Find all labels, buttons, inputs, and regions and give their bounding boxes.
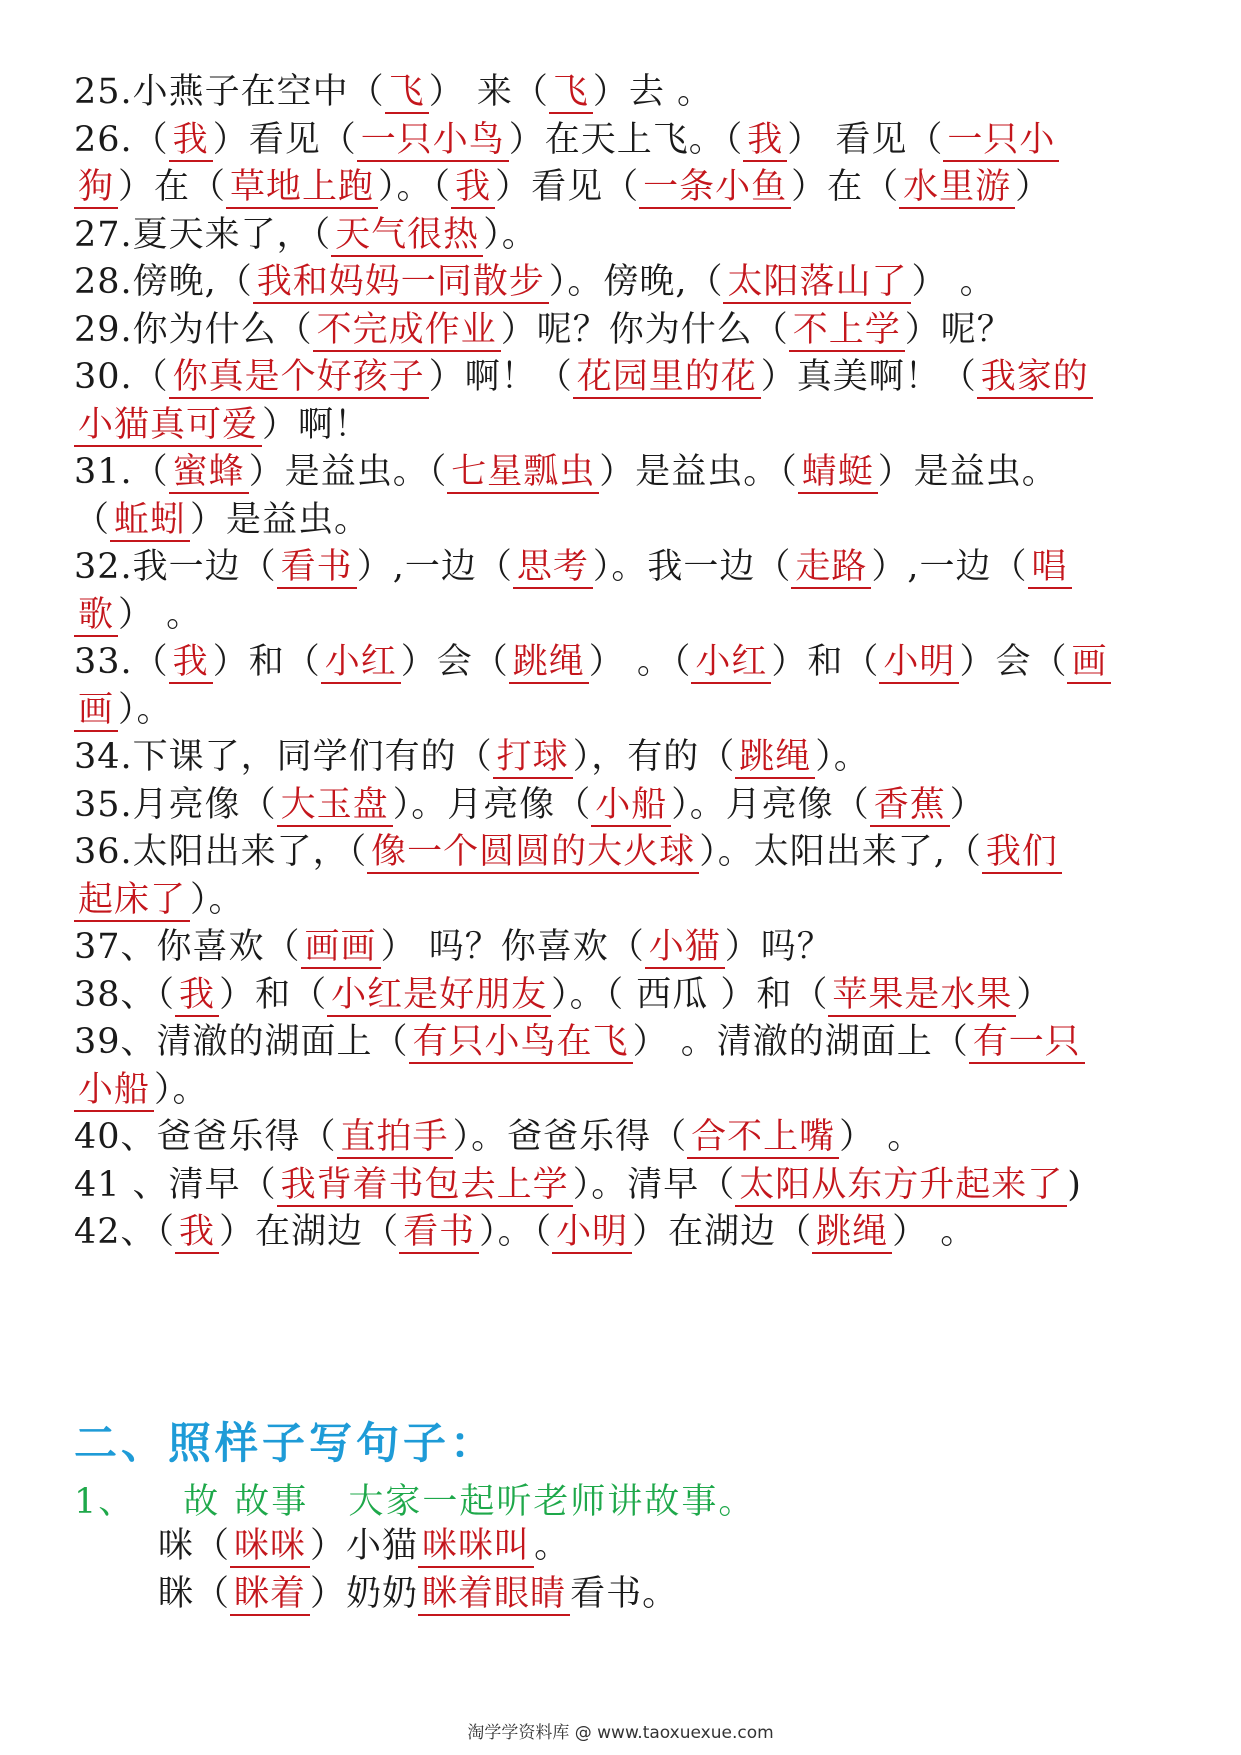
exercise-line [74, 731, 1174, 783]
question-text: ）在（ [791, 167, 900, 207]
question-text: ）小猫 [310, 1526, 419, 1566]
question-text: ）,一边（ [356, 547, 513, 587]
answer-text: 我背着书包去上学 [277, 1165, 573, 1207]
answer-text: 不上学 [789, 310, 905, 352]
question-text: ）啊！ [262, 405, 371, 445]
exercise-line [158, 1520, 1241, 1572]
question-text: ）。太阳出来了,（ [699, 832, 982, 872]
answer-text: 看书 [277, 547, 357, 589]
example-number: 1、 [74, 1482, 136, 1522]
question-text: ）。 [118, 690, 173, 730]
answer-text: 小红 [321, 642, 401, 684]
question-text: ） 。 [911, 262, 996, 302]
exercise-line [74, 399, 1174, 451]
question-text: 咪（ [158, 1526, 231, 1566]
answer-text: 看书 [399, 1212, 479, 1254]
question-text: 眯（ [158, 1574, 231, 1614]
answer-text: 起床了 [74, 880, 190, 922]
question-text: ）。爸爸乐得（ [452, 1117, 688, 1157]
answer-text: 歌 [74, 595, 118, 637]
question-text: 。 [534, 1526, 571, 1566]
question-text: 33.（ [74, 642, 169, 682]
answer-text: 我 [169, 642, 213, 684]
question-text: ）是益虫。（ [248, 452, 448, 492]
question-text: ）和（ [219, 975, 328, 1015]
question-text: ）真美啊！（ [760, 357, 977, 397]
question-text: ）。月亮像（ [392, 785, 592, 825]
exercise-line [74, 969, 1174, 1021]
question-text: ）,一边（ [871, 547, 1028, 587]
answer-text: 花园里的花 [573, 357, 761, 399]
example-char: 故 [183, 1482, 221, 1522]
answer-text: 太阳落山了 [723, 262, 911, 304]
question-text: ）。 [190, 880, 245, 920]
question-text: 41 、清早（ [74, 1165, 277, 1205]
answer-text: 我 [169, 120, 213, 162]
answer-text: 天气很热 [331, 215, 483, 257]
answer-text: 有只小鸟在飞 [409, 1022, 633, 1064]
question-text: ）在（ [118, 167, 227, 207]
question-text: ） 。 [118, 595, 203, 635]
answer-text: 一只小 [943, 120, 1059, 162]
answer-text: 小红 [691, 642, 771, 684]
exercise-line [74, 1206, 1174, 1258]
exercise-line [74, 256, 1174, 308]
exercise-line [74, 589, 1174, 641]
question-text: ）。月亮像（ [671, 785, 870, 825]
answer-text: 草地上跑 [226, 167, 378, 209]
question-text: ）在湖边（ [632, 1212, 813, 1252]
exercise-line [74, 114, 1174, 166]
answer-text: 跳绳 [812, 1212, 892, 1254]
section-title: 二、照样子写句子： [74, 1419, 497, 1469]
question-text: ） 看见（ [787, 120, 944, 160]
answer-text: 一条小鱼 [639, 167, 791, 209]
answer-text: 大玉盘 [277, 785, 393, 827]
answer-text: 咪咪叫 [418, 1526, 534, 1568]
exercise-line [74, 351, 1174, 403]
exercise-line [74, 826, 1174, 878]
exercise-line [74, 304, 1174, 356]
question-text: ）吗？ [724, 927, 833, 967]
answer-text: 蜻蜓 [798, 452, 878, 494]
answer-text: 水里游 [899, 167, 1015, 209]
question-text: 40、爸爸乐得（ [74, 1117, 337, 1157]
question-text: ）。（ 西瓜 ）和（ [551, 975, 829, 1015]
answer-text: 小猫 [645, 927, 725, 969]
exercise-line [158, 1568, 1241, 1620]
question-text: 28.傍晚,（ [74, 262, 253, 302]
exercise-line [74, 494, 1174, 546]
exercise-line [74, 874, 1174, 926]
answer-text: 我 [743, 120, 787, 162]
answer-text: 我们 [982, 832, 1062, 874]
question-text: 37、你喜欢（ [74, 927, 301, 967]
question-text: ）。清早（ [572, 1165, 736, 1205]
question-text: ）。傍晚,（ [548, 262, 724, 302]
question-text: 29.你为什么（ [74, 310, 313, 350]
question-text: ) [1067, 1165, 1082, 1205]
answer-text: 小船 [591, 785, 671, 827]
answer-text: 飞 [385, 72, 429, 114]
question-text: ）奶奶 [310, 1574, 419, 1614]
question-text: ） [949, 785, 986, 825]
question-text: 36.太阳出来了，（ [74, 832, 368, 872]
answer-text: 小船 [74, 1070, 154, 1112]
question-text: ）。（ [479, 1212, 553, 1252]
answer-text: 我和妈妈一同散步 [253, 262, 549, 304]
answer-text: 眯着眼睛 [418, 1574, 570, 1616]
question-text: ） 来（ [428, 72, 549, 112]
question-text: 39、清澈的湖面上（ [74, 1022, 409, 1062]
question-text: ） 。 [892, 1212, 977, 1252]
question-text: ）呢？你为什么（ [500, 310, 789, 350]
answer-text: 我 [175, 1212, 219, 1254]
exercise-line [74, 1064, 1174, 1116]
exercise-line [74, 1016, 1174, 1068]
question-text: 32.我一边（ [74, 547, 277, 587]
exercise-line [74, 209, 1174, 261]
question-text: 25.小燕子在空中（ [74, 72, 385, 112]
question-text: ）在湖边（ [219, 1212, 400, 1252]
question-text: 42、（ [74, 1212, 176, 1252]
answer-text: 香蕉 [870, 785, 950, 827]
answer-text: 我 [175, 975, 219, 1017]
question-text: ）呢？ [904, 310, 1013, 350]
footer-watermark: 淘学学资料库 @ www.taoxuexue.com [467, 1723, 774, 1743]
answer-text: 画 [1067, 642, 1111, 684]
question-text: 35.月亮像（ [74, 785, 277, 825]
question-text: 31.（ [74, 452, 169, 492]
question-text: ）看见（ [212, 120, 357, 160]
answer-text: 直拍手 [337, 1117, 453, 1159]
question-text: 看书。 [570, 1574, 679, 1614]
exercise-line [74, 921, 1174, 973]
question-text: ）。 [483, 215, 538, 255]
question-text: （ [74, 500, 111, 540]
answer-text: 一只小鸟 [357, 120, 509, 162]
example-sentence [74, 1474, 755, 1524]
question-text: ）去 。 [592, 72, 713, 112]
question-text: ） [1015, 167, 1052, 207]
answer-text: 唱 [1028, 547, 1072, 589]
answer-text: 太阳从东方升起来了 [735, 1165, 1067, 1207]
answer-text: 不完成作业 [313, 310, 501, 352]
question-text: ）和（ [771, 642, 880, 682]
question-text: ）和（ [212, 642, 321, 682]
exercise-line [74, 636, 1174, 688]
question-text: 30.（ [74, 357, 169, 397]
exercise-line [74, 779, 1174, 831]
answer-text: 像一个圆圆的大火球 [367, 832, 699, 874]
question-text: ） 吗？你喜欢（ [380, 927, 645, 967]
answer-text: 画 [74, 690, 118, 732]
exercise-line [74, 66, 1174, 118]
answer-text: 我 [451, 167, 495, 209]
question-text: ）会（ [400, 642, 509, 682]
question-text: ） 。（ [588, 642, 692, 682]
question-text: ）是益虫。 [190, 500, 371, 540]
answer-text: 狗 [74, 167, 118, 209]
answer-text: 你真是个好孩子 [169, 357, 429, 399]
question-text: ）看见（ [495, 167, 640, 207]
answer-text: 有一只 [969, 1022, 1085, 1064]
exercise-line [74, 446, 1174, 498]
answer-text: 思考 [513, 547, 593, 589]
example-text: 大家一起听老师讲故事。 [348, 1482, 756, 1522]
question-text: ）啊！（ [428, 357, 573, 397]
answer-text: 跳绳 [509, 642, 589, 684]
answer-text: 我家的 [977, 357, 1093, 399]
answer-text: 小红是好朋友 [327, 975, 551, 1017]
exercise-line [74, 1159, 1174, 1211]
question-text: 26.（ [74, 120, 169, 160]
answer-text: 飞 [549, 72, 593, 114]
question-text: ） 。 [839, 1117, 924, 1157]
exercise-line [74, 161, 1174, 213]
exercise-line [74, 1111, 1174, 1163]
answer-text: 眯着 [230, 1574, 310, 1616]
question-text: ）在天上飞。（ [508, 120, 744, 160]
question-text: ）是益虫。（ [599, 452, 798, 492]
question-text: 38、（ [74, 975, 176, 1015]
answer-text: 小明 [879, 642, 959, 684]
question-text: ） [1016, 975, 1053, 1015]
question-text: ） 。清澈的湖面上（ [632, 1022, 969, 1062]
answer-text: 七星瓢虫 [447, 452, 599, 494]
question-text: ）是益虫。 [877, 452, 1058, 492]
answer-text: 蜜蜂 [169, 452, 249, 494]
answer-text: 打球 [493, 737, 573, 779]
question-text: ）会（ [959, 642, 1068, 682]
answer-text: 小猫真可爱 [74, 405, 262, 447]
answer-text: 画画 [301, 927, 381, 969]
question-text: ）。 [815, 737, 870, 777]
question-text: ）。我一边（ [592, 547, 792, 587]
answer-text: 苹果是水果 [828, 975, 1016, 1017]
answer-text: 跳绳 [735, 737, 815, 779]
question-text: 27.夏天来了，（ [74, 215, 332, 255]
question-text: ），有的（ [572, 737, 736, 777]
answer-text: 小明 [552, 1212, 632, 1254]
answer-text: 合不上嘴 [687, 1117, 839, 1159]
question-text: 34.下课了，同学们有的（ [74, 737, 493, 777]
exercise-line [74, 541, 1174, 593]
answer-text: 咪咪 [230, 1526, 310, 1568]
answer-text: 蚯蚓 [110, 500, 190, 542]
answer-text: 走路 [791, 547, 871, 589]
exercise-line [74, 684, 1174, 736]
question-text: ）。（ [378, 167, 452, 207]
example-word: 故事 [234, 1482, 309, 1522]
question-text: ）。 [154, 1070, 209, 1110]
